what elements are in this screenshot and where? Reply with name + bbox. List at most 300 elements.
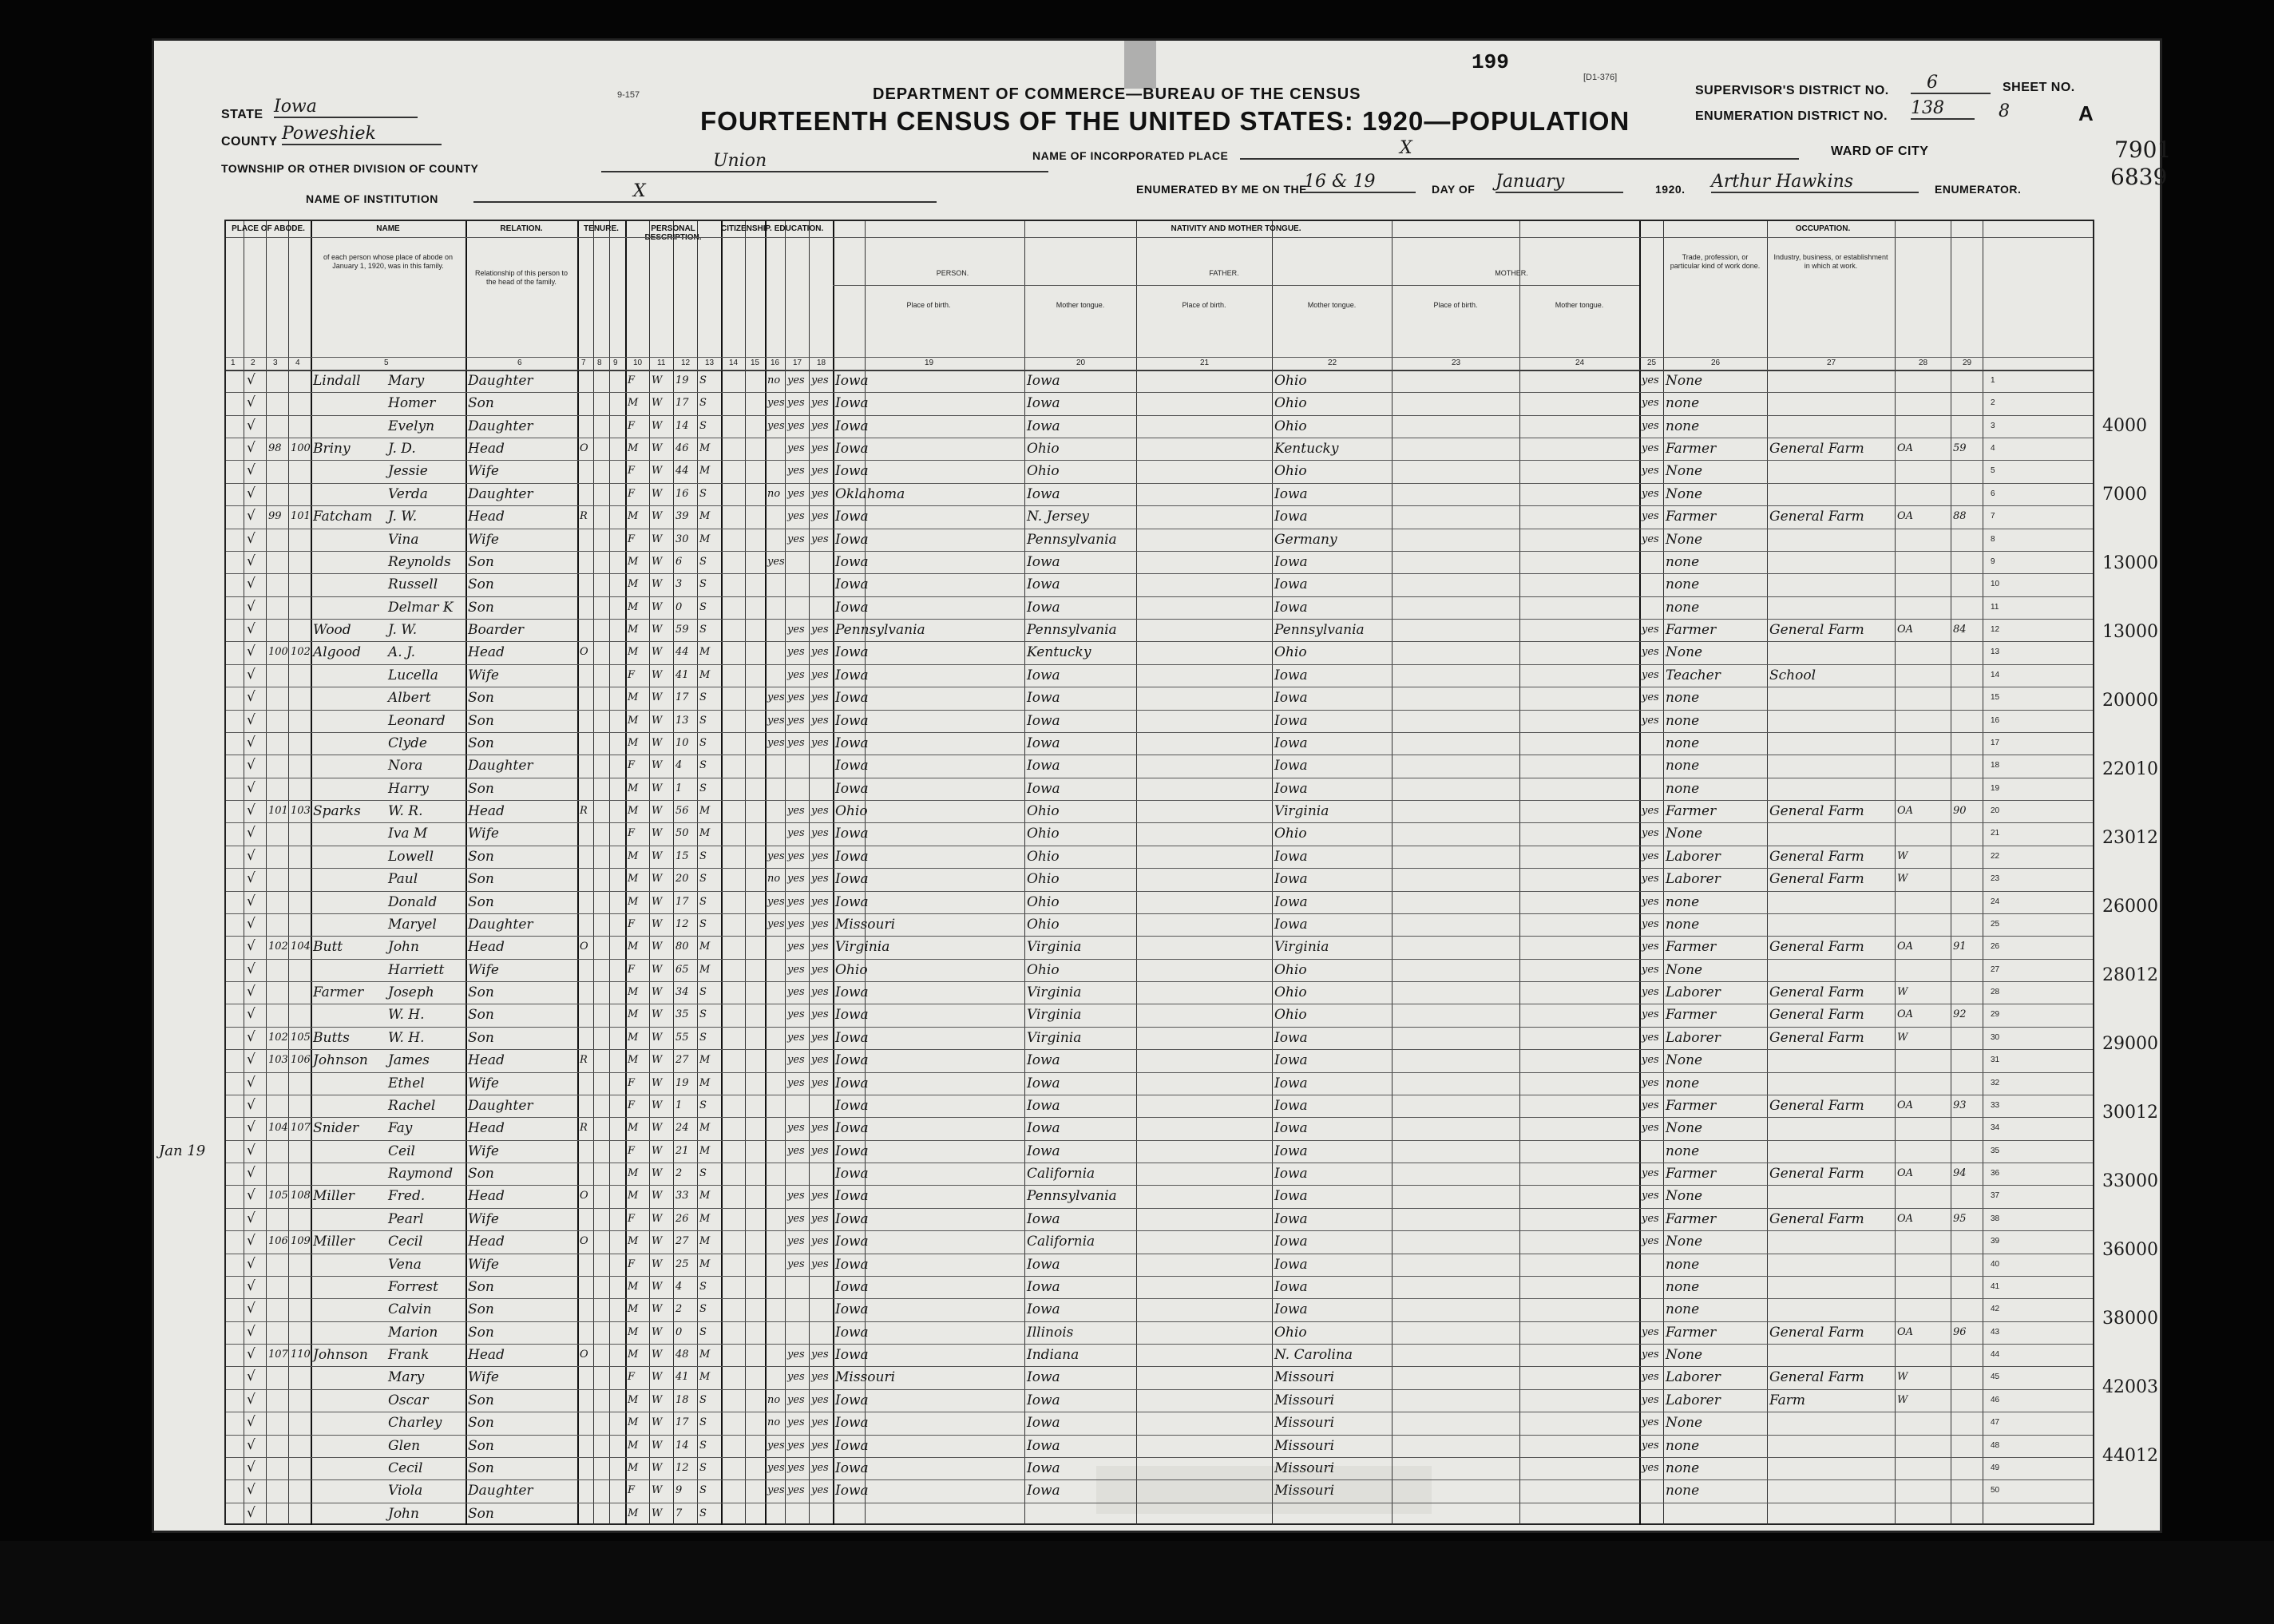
cell-school: yes (767, 850, 785, 862)
cell-mother-birth: Missouri (1274, 1460, 1335, 1476)
cell-given: W. R. (388, 803, 423, 820)
cell-farm: 88 (1953, 510, 1967, 523)
cell-trade: none (1666, 1460, 1700, 1476)
cell-class: OA (1897, 442, 1914, 455)
table-row (226, 596, 2093, 619)
cell-race: W (652, 465, 663, 477)
cell-age: 6 (675, 555, 683, 568)
margin-amount: 44012 (2102, 1446, 2158, 1466)
cell-trade: Laborer (1666, 1029, 1721, 1046)
cell-marital: S (699, 555, 707, 568)
cell-given: Albert (388, 690, 431, 707)
cell-age: 7 (675, 1507, 683, 1519)
line-number: 41 (1991, 1281, 2000, 1291)
cell-school: yes (767, 917, 785, 930)
cell-given: Forrest (388, 1278, 438, 1295)
cell-mother-birth: Iowa (1274, 1029, 1308, 1046)
column-divider (1392, 221, 1393, 370)
cell-sex: F (628, 917, 636, 930)
cell-age: 30 (675, 533, 689, 545)
cell-sex: F (628, 827, 636, 840)
column-divider (745, 221, 746, 370)
cell-trade: None (1666, 1347, 1703, 1364)
check-mark: √ (247, 734, 256, 751)
line-number: 28 (1991, 988, 2000, 997)
cell-marital: M (699, 1212, 711, 1225)
cell-english: yes (1642, 1190, 1659, 1202)
table-row (226, 936, 2093, 958)
cell-given: J. W. (388, 509, 418, 525)
cell-birth: Iowa (835, 1188, 869, 1205)
cell-mother-birth: Iowa (1274, 576, 1308, 593)
cell-read: yes (787, 1235, 805, 1248)
cell-relation: Son (468, 1415, 494, 1432)
cell-marital: S (699, 578, 707, 591)
cell-birth: Iowa (835, 509, 869, 525)
cell-sex: M (628, 1054, 639, 1067)
cell-relation: Son (468, 1007, 494, 1024)
table-row (226, 913, 2093, 936)
cell-age: 2 (675, 1303, 683, 1316)
cell-race: W (652, 691, 663, 704)
cell-given: Raymond (388, 1166, 454, 1182)
cell-dwelling: 101 (268, 805, 288, 818)
cell-birth: Iowa (835, 1437, 869, 1454)
check-mark: √ (247, 984, 256, 1000)
cell-family: 100 (291, 442, 311, 455)
cell-father-birth: Iowa (1027, 1301, 1060, 1318)
cell-relation: Son (468, 1437, 494, 1454)
cell-read: yes (787, 646, 805, 659)
check-mark: √ (247, 1187, 256, 1204)
cell-tenure: O (580, 941, 588, 953)
cell-birth: Iowa (835, 531, 869, 548)
cell-sex: M (628, 873, 639, 885)
cell-family: 102 (291, 646, 311, 659)
table-row (226, 1389, 2093, 1412)
check-mark: √ (247, 711, 256, 728)
cell-family: 101 (291, 510, 311, 523)
cell-read: yes (787, 736, 805, 749)
cell-school: no (767, 487, 781, 500)
check-mark: √ (247, 779, 256, 796)
cell-sex: M (628, 442, 639, 455)
cell-race: W (652, 419, 663, 432)
cell-father-birth: Iowa (1027, 780, 1060, 797)
line-number: 11 (1991, 602, 1999, 612)
cell-write: yes (811, 1031, 829, 1044)
column-divider (721, 221, 723, 370)
cell-industry: General Farm (1769, 871, 1864, 888)
line-number: 37 (1991, 1191, 2000, 1201)
cell-english: yes (1642, 895, 1659, 908)
cell-marital: S (699, 1461, 707, 1474)
cell-class: W (1897, 1031, 1908, 1044)
cell-race: W (652, 714, 663, 727)
cell-marital: S (699, 714, 707, 727)
table-row (226, 551, 2093, 573)
line-number: 8 (1991, 534, 1995, 544)
cell-trade: none (1666, 1143, 1700, 1159)
cell-marital: S (699, 1439, 707, 1452)
check-mark: √ (247, 1006, 256, 1023)
cell-trade: none (1666, 780, 1700, 797)
margin-amount: 22010 (2102, 759, 2158, 779)
cell-birth: Iowa (835, 1029, 869, 1046)
cell-sex: M (628, 941, 639, 953)
column-divider (311, 221, 312, 370)
cell-farm: 84 (1953, 624, 1967, 636)
cell-sex: F (628, 533, 636, 545)
check-mark: √ (247, 893, 256, 909)
cell-read: yes (787, 1416, 805, 1429)
cell-marital: S (699, 917, 707, 930)
cell-given: Cecil (388, 1460, 423, 1476)
cell-sex: M (628, 782, 639, 794)
cell-mother-birth: Iowa (1274, 1120, 1308, 1137)
cell-age: 17 (675, 895, 689, 908)
line-number: 38 (1991, 1214, 2000, 1223)
cell-trade: None (1666, 463, 1703, 480)
cell-marital: S (699, 782, 707, 794)
cell-trade: None (1666, 961, 1703, 978)
cell-race: W (652, 1258, 663, 1270)
table-row (226, 981, 2093, 1004)
cell-mother-birth: Ohio (1274, 373, 1307, 389)
cell-sex: F (628, 668, 636, 681)
line-number: 44 (1991, 1350, 2000, 1360)
check-mark: √ (247, 847, 256, 864)
table-row (226, 505, 2093, 528)
cell-mother-birth: Virginia (1274, 939, 1329, 956)
cell-marital: M (699, 1122, 711, 1135)
cell-birth: Iowa (835, 1210, 869, 1227)
cell-age: 12 (675, 1461, 689, 1474)
cell-father-birth: Iowa (1027, 395, 1060, 412)
cell-sex: F (628, 1371, 636, 1384)
cell-age: 0 (675, 1325, 683, 1338)
cell-marital: S (699, 873, 707, 885)
cell-marital: M (699, 510, 711, 523)
cell-industry: General Farm (1769, 803, 1864, 820)
cell-sex: F (628, 374, 636, 386)
table-row (226, 1344, 2093, 1366)
cell-read: yes (787, 941, 805, 953)
table-row (226, 755, 2093, 777)
table-row (226, 1276, 2093, 1298)
column-group-header: OCCUPATION. (1795, 224, 1851, 233)
check-mark: √ (247, 1369, 256, 1385)
cell-race: W (652, 487, 663, 500)
cell-age: 2 (675, 1167, 683, 1180)
cell-trade: None (1666, 1234, 1703, 1250)
cell-sex: M (628, 397, 639, 410)
cell-father-birth: Ohio (1027, 441, 1060, 457)
cell-birth: Iowa (835, 871, 869, 888)
cell-race: W (652, 397, 663, 410)
cell-race: W (652, 1144, 663, 1157)
cell-write: yes (811, 736, 829, 749)
cell-trade: none (1666, 712, 1700, 729)
margin-amount: 36000 (2102, 1240, 2158, 1260)
cell-sex: M (628, 555, 639, 568)
cell-trade: none (1666, 1483, 1700, 1499)
cell-read: yes (787, 1371, 805, 1384)
cell-read: yes (787, 1258, 805, 1270)
table-row (226, 732, 2093, 755)
table-row (226, 1140, 2093, 1163)
cell-relation: Head (468, 1347, 505, 1364)
cell-given: Charley (388, 1415, 442, 1432)
cell-relation: Wife (468, 826, 499, 842)
cell-write: yes (811, 805, 829, 818)
cell-given: Rachel (388, 1097, 436, 1114)
cell-write: yes (811, 1190, 829, 1202)
cell-sex: M (628, 1303, 639, 1316)
cell-dwelling: 99 (268, 510, 282, 523)
cell-sex: M (628, 1008, 639, 1021)
check-mark: √ (247, 417, 256, 434)
cell-english: yes (1642, 1099, 1659, 1111)
cell-father-birth: Iowa (1027, 1143, 1060, 1159)
cell-relation: Son (468, 1460, 494, 1476)
cell-mother-birth: Iowa (1274, 1188, 1308, 1205)
cell-write: yes (811, 668, 829, 681)
cell-relation: Son (468, 1324, 494, 1341)
cell-race: W (652, 736, 663, 749)
cell-sex: M (628, 510, 639, 523)
cell-age: 21 (675, 1144, 689, 1157)
cell-birth: Iowa (835, 780, 869, 797)
column-subheader: Trade, profession, or particular kind of work done. (1670, 253, 1761, 270)
check-mark: √ (247, 1414, 256, 1431)
check-mark: √ (247, 1277, 256, 1294)
cell-age: 24 (675, 1122, 689, 1135)
cell-write: yes (811, 1258, 829, 1270)
cell-farm: 93 (1953, 1099, 1967, 1111)
cell-write: yes (811, 691, 829, 704)
cell-birth: Iowa (835, 553, 869, 570)
cell-father-birth: Kentucky (1027, 644, 1091, 661)
cell-class: OA (1897, 510, 1914, 523)
cell-english: yes (1642, 917, 1659, 930)
cell-marital: S (699, 1303, 707, 1316)
cell-race: W (652, 1167, 663, 1180)
cell-given: Maryel (388, 916, 437, 933)
cell-sex: M (628, 1325, 639, 1338)
cell-write: yes (811, 986, 829, 999)
margin-amount: 4000 (2102, 416, 2147, 436)
cell-birth: Iowa (835, 441, 869, 457)
cell-trade: Farmer (1666, 1097, 1717, 1114)
side-note: Jan 19 (159, 1143, 206, 1159)
cell-read: yes (787, 487, 805, 500)
cell-birth: Missouri (835, 1369, 896, 1386)
cell-write: yes (811, 1371, 829, 1384)
cell-english: yes (1642, 465, 1659, 477)
cell-father-birth: Iowa (1027, 1052, 1060, 1069)
margin-amount: 20000 (2102, 691, 2158, 711)
cell-mother-birth: Iowa (1274, 1097, 1308, 1114)
cell-write: yes (811, 873, 829, 885)
cell-race: W (652, 1190, 663, 1202)
cell-race: W (652, 1416, 663, 1429)
cell-birth: Iowa (835, 758, 869, 774)
cell-trade: Laborer (1666, 984, 1721, 1001)
cell-age: 25 (675, 1258, 689, 1270)
cell-industry: Farm (1769, 1392, 1806, 1408)
table-row (226, 529, 2093, 551)
cell-age: 1 (675, 782, 683, 794)
column-number: 5 (384, 358, 389, 367)
cell-father-birth: Ohio (1027, 916, 1060, 933)
line-number: 10 (1991, 580, 2000, 589)
table-row (226, 1412, 2093, 1434)
cell-trade: Laborer (1666, 1392, 1721, 1408)
cell-age: 9 (675, 1484, 683, 1497)
ward-label: WARD OF CITY (1831, 145, 1929, 158)
cell-trade: Farmer (1666, 803, 1717, 820)
cell-mother-birth: Iowa (1274, 1256, 1308, 1273)
cell-write: yes (811, 714, 829, 727)
cell-trade: none (1666, 690, 1700, 707)
cell-age: 20 (675, 873, 689, 885)
sheet-header (154, 41, 2172, 231)
column-group-header: NATIVITY AND MOTHER TONGUE. (1171, 224, 1301, 233)
cell-race: W (652, 1008, 663, 1021)
column-divider (625, 221, 627, 370)
margin-amount: 26000 (2102, 897, 2158, 917)
cell-write: yes (811, 1054, 829, 1067)
cell-age: 34 (675, 986, 689, 999)
cell-mother-birth: Iowa (1274, 735, 1308, 751)
cell-trade: Farmer (1666, 1324, 1717, 1341)
line-number: 45 (1991, 1372, 2000, 1382)
cell-trade: Farmer (1666, 622, 1717, 639)
cell-industry: General Farm (1769, 939, 1864, 956)
cell-birth: Iowa (835, 1120, 869, 1137)
cell-birth: Iowa (835, 576, 869, 593)
cell-age: 19 (675, 374, 689, 386)
cell-school: yes (767, 1484, 785, 1497)
cell-trade: Farmer (1666, 1166, 1717, 1182)
column-divider (697, 221, 698, 370)
check-mark: √ (247, 1323, 256, 1340)
cell-industry: General Farm (1769, 1210, 1864, 1227)
cell-relation: Son (468, 780, 494, 797)
line-number: 23 (1991, 874, 2000, 884)
cell-english: yes (1642, 941, 1659, 953)
line-number: 27 (1991, 964, 2000, 974)
sheet-letter: A (2078, 101, 2094, 125)
enumeration-label: ENUMERATION DISTRICT NO. (1695, 109, 1888, 123)
supervisor-value: 6 (1911, 73, 1991, 94)
cell-mother-birth: Germany (1274, 531, 1337, 548)
cell-dwelling: 102 (268, 941, 288, 953)
cell-age: 4 (675, 1280, 683, 1293)
cell-class: OA (1897, 941, 1914, 953)
cell-relation: Son (468, 1301, 494, 1318)
cell-marital: S (699, 1325, 707, 1338)
column-subheader: FATHER. (1209, 269, 1239, 277)
table-row (226, 778, 2093, 800)
table-row (226, 959, 2093, 981)
cell-given: A. J. (388, 644, 415, 661)
cell-father-birth: Pennsylvania (1027, 1188, 1117, 1205)
cell-trade: none (1666, 418, 1700, 434)
line-number: 3 (1991, 421, 1995, 430)
cell-sex: M (628, 1280, 639, 1293)
cell-relation: Wife (468, 1075, 499, 1091)
cell-race: W (652, 442, 663, 455)
table-row (226, 1004, 2093, 1026)
table-row (226, 573, 2093, 596)
cell-surname: Algood (313, 644, 361, 661)
cell-mother-birth: Missouri (1274, 1483, 1335, 1499)
table-row (226, 415, 2093, 438)
cell-english: yes (1642, 668, 1659, 681)
census-sheet (152, 38, 2172, 1533)
column-number: 11 (657, 358, 666, 367)
cell-mother-birth: Iowa (1274, 1278, 1308, 1295)
cell-marital: S (699, 1484, 707, 1497)
line-number: 5 (1991, 466, 1995, 476)
column-divider (765, 221, 767, 370)
column-divider (1519, 221, 1520, 370)
cell-write: yes (811, 1122, 829, 1135)
cell-sex: M (628, 1122, 639, 1135)
cell-trade: none (1666, 1301, 1700, 1318)
cell-given: J. W. (388, 622, 418, 639)
cell-father-birth: Iowa (1027, 1278, 1060, 1295)
column-number: 14 (729, 358, 739, 367)
cell-write: yes (811, 465, 829, 477)
cell-read: yes (787, 873, 805, 885)
cell-english: yes (1642, 487, 1659, 500)
line-number: 9 (1991, 557, 1995, 566)
cell-read: yes (787, 714, 805, 727)
cell-relation: Daughter (468, 418, 533, 434)
cell-read: yes (787, 850, 805, 862)
cell-age: 18 (675, 1393, 689, 1406)
cell-marital: S (699, 986, 707, 999)
margin-amount: 13000 (2102, 553, 2158, 573)
column-number: 4 (295, 358, 300, 367)
column-subheader: Place of birth. (906, 301, 951, 309)
line-number: 19 (1991, 783, 2000, 793)
cell-mother-birth: Ohio (1274, 418, 1307, 434)
column-divider (1272, 221, 1273, 370)
column-number: 8 (597, 358, 602, 367)
cell-family: 109 (291, 1235, 311, 1248)
cell-birth: Iowa (835, 1392, 869, 1408)
table-row (226, 1435, 2093, 1457)
line-number: 7 (1991, 512, 1995, 521)
film-edge-bottom (0, 1541, 2274, 1624)
cell-sex: M (628, 895, 639, 908)
cell-marital: S (699, 1008, 707, 1021)
line-number: 22 (1991, 851, 2000, 861)
cell-race: W (652, 555, 663, 568)
cell-father-birth: Iowa (1027, 373, 1060, 389)
cell-race: W (652, 1235, 663, 1248)
form-code: [D1-376] (1583, 73, 1618, 82)
sheet-number: 8 (1999, 101, 2010, 121)
cell-father-birth: Illinois (1027, 1324, 1074, 1341)
cell-surname: Miller (313, 1234, 355, 1250)
cell-english: yes (1642, 1393, 1659, 1406)
cell-mother-birth: Iowa (1274, 1143, 1308, 1159)
